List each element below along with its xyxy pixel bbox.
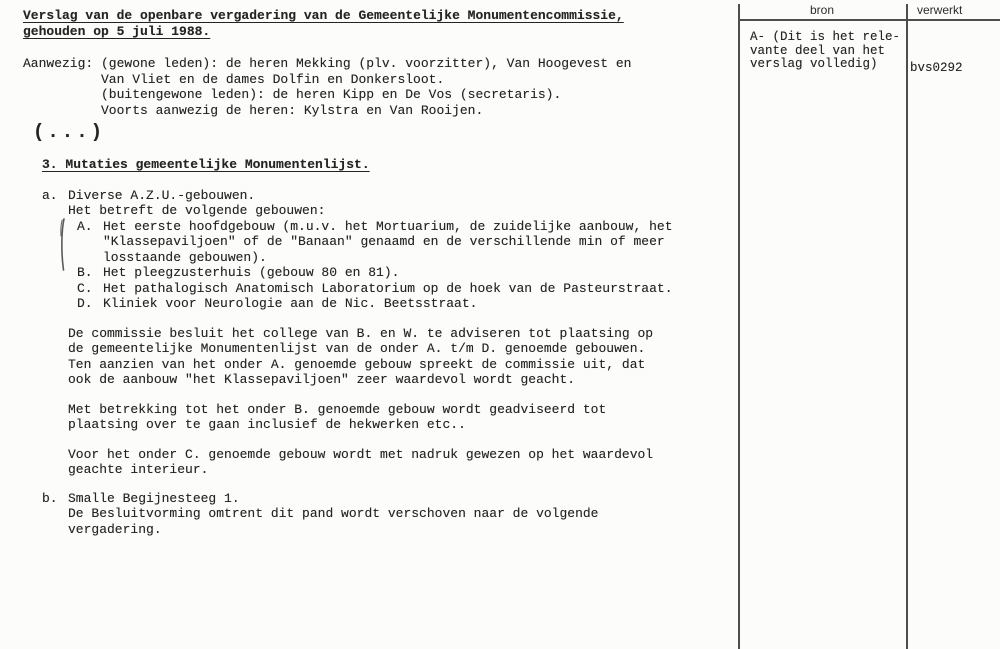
table-header-rule — [738, 19, 1000, 21]
advice-paragraph-c — [23, 447, 713, 478]
decision-paragraph — [23, 326, 713, 388]
bron-note-line: verslag volledig) — [750, 57, 878, 71]
verwerkt-code: bvs0292 — [910, 61, 963, 75]
item-b-line: vergadering. — [68, 521, 162, 537]
building-line: Het pleegzusterhuis (gebouw 80 en 81). — [103, 265, 400, 280]
building-label-A: A. — [77, 218, 93, 234]
title-line-2: gehouden op 5 juli 1988. — [23, 23, 211, 39]
attendance-block — [23, 56, 713, 118]
attendance-line: (gewone leden): de heren Mekking (plv. voorzitter), Van Hoogevest en — [101, 56, 632, 71]
paragraph-line: Met betrekking tot het onder B. genoemde gebouw wordt geadviseerd tot — [68, 401, 607, 417]
building-line: Het pathalogisch Anatomisch Laboratorium op de hoek van de Pasteurstraat. — [103, 280, 673, 296]
attendance-line: (buitengewone leden): de heren Kipp en De Vos (secretaris). — [101, 87, 562, 102]
attendance-line: Voorts aanwezig de heren: Kylstra en Van Rooijen. — [101, 102, 484, 118]
building-item-B — [23, 265, 713, 281]
building-line: "Klassepaviljoen" of de "Banaan" genaamd en de verschillende min of meer — [103, 234, 665, 249]
list-item-b-label: b. — [42, 490, 58, 506]
bron-column-header: bron — [809, 3, 835, 17]
list-item-a-label: a. — [42, 187, 58, 203]
bron-annotation-note — [750, 31, 900, 72]
bron-note-line: A- (Dit is het rele- — [750, 30, 901, 44]
paragraph-line: de gemeentelijke Monumentenlijst van de onder A. t/m D. genoemde gebouwen. — [68, 341, 646, 356]
paragraph-line: Voor het onder C. genoemde gebouw wordt met nadruk gewezen op het waardevol — [68, 446, 654, 462]
building-label-B: B. — [77, 265, 93, 280]
building-line: Kliniek voor Neurologie aan de Nic. Beetsstraat. — [103, 296, 478, 311]
building-item-A — [23, 219, 713, 266]
list-item-b — [23, 491, 713, 538]
section-heading-text: 3. Mutaties gemeentelijke Monumentenlijst. — [42, 157, 370, 172]
attendance-line: Van Vliet en de dames Dolfin en Donkersloot. — [101, 71, 445, 87]
list-item-b-title-text: Smalle Begijnesteeg 1. — [68, 490, 240, 506]
handwritten-margin-mark — [57, 218, 69, 272]
attendance-label: Aanwezig: — [23, 56, 94, 71]
paragraph-line: geachte interieur. — [68, 462, 209, 477]
building-label-D: D. — [77, 296, 93, 311]
list-item-a-title — [23, 188, 713, 204]
paragraph-line: ook de aanbouw "het Klassepaviljoen" zeer waardevol wordt geacht. — [68, 372, 576, 387]
paragraph-line: plaatsing over te gaan inclusief de hekwerken etc.. — [68, 417, 466, 432]
paragraph-line: De commissie besluit het college van B. en W. te adviseren tot plaatsing op — [68, 325, 654, 341]
building-item-C — [23, 281, 713, 297]
document-body — [23, 8, 713, 537]
building-line: losstaande gebouwen). — [103, 249, 267, 265]
title-line-1: Verslag van de openbare vergadering van de Gemeentelijke Monumentencommissie, — [23, 8, 624, 23]
building-line: Het eerste hoofdgebouw (m.u.v. het Mortuarium, de zuidelijke aanbouw, het — [103, 218, 673, 234]
table-vertical-rule-left — [738, 4, 740, 649]
bron-note-line: vante deel van het — [750, 43, 886, 58]
section-heading — [23, 157, 713, 173]
omission-ellipsis: (...) — [33, 121, 106, 143]
verwerkt-column-header: verwerkt — [917, 3, 963, 17]
building-label-C: C. — [77, 280, 93, 296]
paragraph-line: Ten aanzien van het onder A. genoemde gebouw spreekt de commissie uit, dat — [68, 356, 646, 372]
list-item-b-title — [23, 491, 713, 507]
advice-paragraph-b — [23, 402, 713, 433]
list-item-a-title-text: Diverse A.Z.U.-gebouwen. — [68, 187, 256, 203]
building-item-D — [23, 296, 713, 312]
item-b-line: De Besluitvorming omtrent dit pand wordt verschoven naar de volgende — [68, 506, 599, 521]
document-title — [23, 8, 713, 39]
table-vertical-rule-middle — [906, 4, 908, 649]
buildings-intro: Het betreft de volgende gebouwen: — [68, 203, 326, 218]
